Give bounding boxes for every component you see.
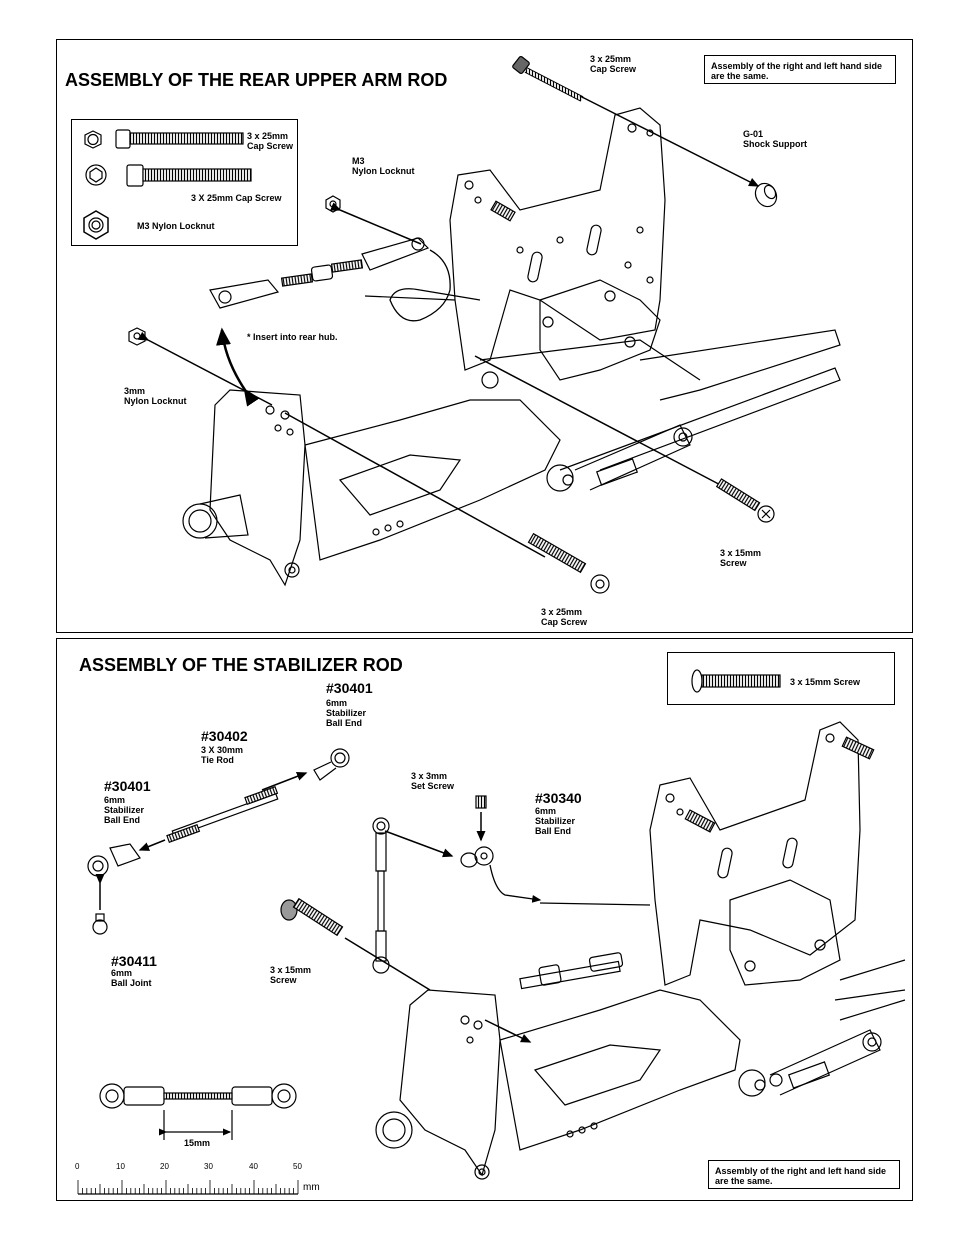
- label-screw-15: 3 x 15mm Screw: [720, 548, 762, 568]
- label-cap-screw-bottom: 3 x 25mm Cap Screw: [541, 607, 588, 627]
- dimension-label: 15mm: [184, 1138, 211, 1148]
- page-title-upper-arm: ASSEMBLY OF THE REAR UPPER ARM ROD: [65, 70, 448, 90]
- legend-label-screw-15: 3 x 15mm Screw: [790, 677, 861, 687]
- label-3mm-locknut: 3mm Nylon Locknut: [124, 386, 187, 406]
- part-number-ball-end-left: #30401: [104, 778, 151, 794]
- ruler-tick-label: 20: [160, 1162, 169, 1171]
- ruler-tick-label: 30: [204, 1162, 213, 1171]
- ruler-tick-label: 50: [293, 1162, 302, 1171]
- ruler-tick-label: 40: [249, 1162, 258, 1171]
- ruler-unit: mm: [303, 1182, 320, 1193]
- label-screw-15-bottom: 3 x 15mm Screw: [270, 965, 312, 985]
- label-set-screw: 3 x 3mm Set Screw: [411, 771, 455, 791]
- legend-label-locknut: M3 Nylon Locknut: [137, 221, 215, 231]
- part-number-tie-rod: #30402: [201, 728, 248, 744]
- ruler-tick-label: 0: [75, 1162, 80, 1171]
- ruler-tick-label: 10: [116, 1162, 125, 1171]
- page-title-stabilizer: ASSEMBLY OF THE STABILIZER ROD: [79, 655, 403, 675]
- part-number-ball-joint: #30411: [111, 953, 157, 969]
- part-number-ball-end-top: #30401: [326, 680, 373, 696]
- label-shock-support: G-01 Shock Support: [743, 129, 808, 149]
- part-number-ball-end-right: #30340: [535, 790, 582, 806]
- part-desc-ball-end-top: 6mm Stabilizer Ball End: [326, 698, 367, 728]
- legend-label-cap-screw-2: 3 X 25mm Cap Screw: [191, 193, 282, 203]
- note-box-bottom: Assembly of the right and left hand side are the same.: [708, 1160, 900, 1189]
- part-desc-ball-end-left: 6mm Stabilizer Ball End: [104, 795, 145, 825]
- part-desc-ball-joint: 6mm Ball Joint: [111, 968, 152, 988]
- note-box-top: Assembly of the right and left hand side are the same.: [704, 55, 896, 84]
- label-insert-note: * Insert into rear hub.: [247, 332, 338, 342]
- label-m3-locknut: M3 Nylon Locknut: [352, 156, 415, 176]
- legend-label-cap-screw: 3 x 25mm Cap Screw: [247, 131, 294, 151]
- part-desc-tie-rod: 3 X 30mm Tie Rod: [201, 745, 244, 765]
- label-cap-screw-top: 3 x 25mm Cap Screw: [590, 54, 637, 74]
- part-desc-ball-end-right: 6mm Stabilizer Ball End: [535, 806, 576, 836]
